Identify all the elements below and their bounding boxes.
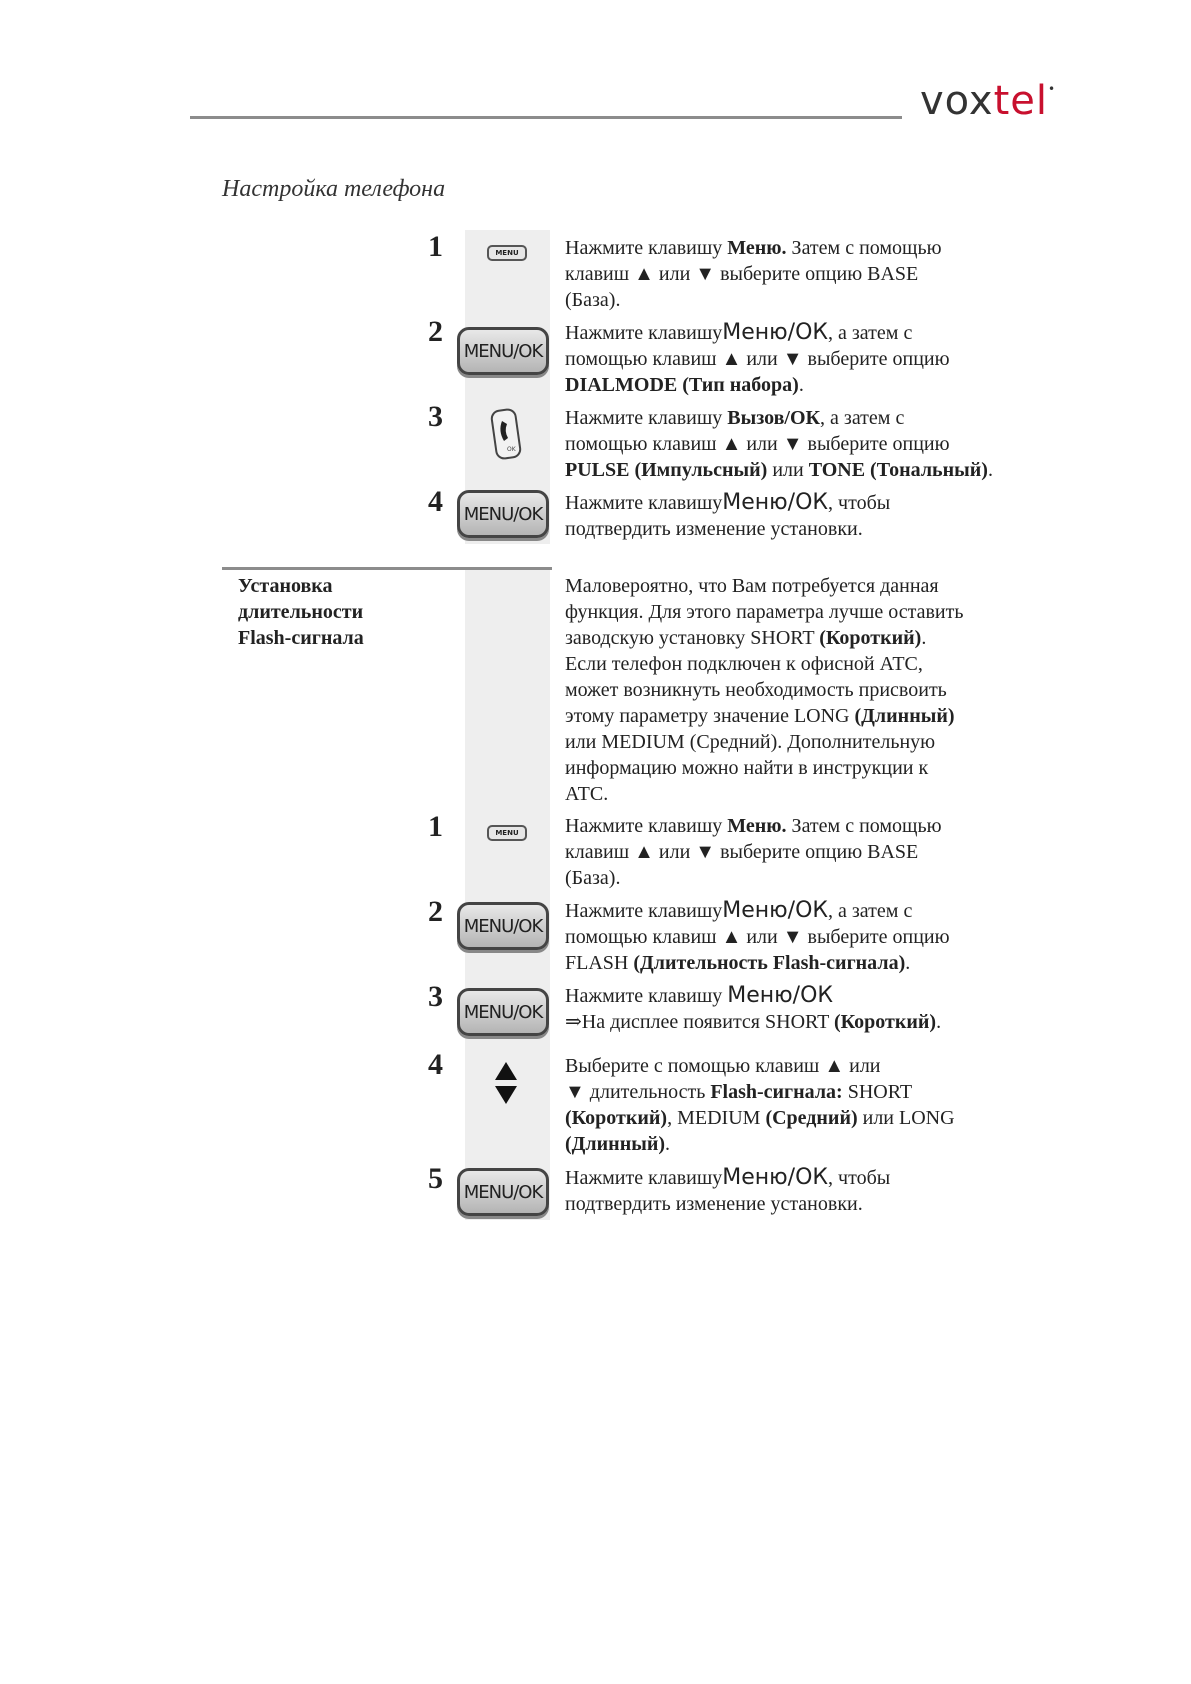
text-line	[565, 839, 1015, 865]
dialmode-step-text	[565, 405, 1015, 483]
text-run: клавиш ▲ или ▼ выберите опцию BASE	[565, 841, 919, 863]
text-run: функция. Для этого параметра лучше оставить	[565, 601, 964, 623]
text-line	[565, 405, 1015, 431]
text-run: Выберите с помощью клавиш ▲ или	[565, 1055, 881, 1077]
text-run: Меню/ОК	[722, 320, 829, 345]
text-line	[565, 320, 1015, 346]
flash-intro-paragraph	[565, 573, 1015, 807]
text-line	[565, 781, 1015, 807]
dialmode-step-number: 2	[428, 315, 443, 348]
menu-key-icon: MENU	[487, 245, 527, 261]
text-line	[565, 457, 1015, 483]
text-run: помощью клавиш ▲ или ▼ выберите опцию	[565, 926, 950, 948]
text-run: или MEDIUM (Средний). Дополнительную	[565, 731, 936, 753]
text-run: заводскую установку SHORT	[565, 627, 820, 649]
text-run: Затем с помощью	[786, 237, 942, 259]
text-run: (База).	[565, 867, 621, 889]
text-run: .	[798, 374, 804, 396]
text-run: FLASH	[565, 952, 634, 974]
text-run: .	[905, 952, 911, 974]
text-run: помощью клавиш ▲ или ▼ выберите опцию	[565, 348, 950, 370]
text-run: , а затем с	[820, 407, 905, 429]
dialmode-step-text	[565, 235, 1015, 313]
text-run: Маловероятно, что Вам потребуется данная	[565, 575, 939, 597]
text-run: этому параметру значение LONG	[565, 705, 855, 727]
text-run: подтвердить изменение установки.	[565, 518, 863, 540]
dialmode-step-number: 1	[428, 230, 443, 263]
dialmode-step-text	[565, 320, 1015, 398]
text-run: (Длинный)	[854, 705, 955, 727]
text-run: Нажмите клавишу	[565, 1167, 723, 1189]
text-line	[565, 755, 1015, 781]
text-line	[565, 898, 1015, 924]
text-run: TONE (Тональный)	[808, 459, 988, 481]
text-run: Затем с помощью	[786, 815, 942, 837]
text-run: (Средний)	[765, 1107, 858, 1129]
text-run: Вызов/ОК	[727, 407, 821, 429]
text-run: Нажмите клавишу	[565, 492, 723, 514]
text-run: DIALMODE (Тип набора)	[565, 374, 799, 396]
text-run: Нажмите клавишу	[565, 900, 723, 922]
menu-ok-key-icon: MENU/OK	[457, 1168, 549, 1216]
text-run: или	[767, 459, 809, 481]
text-line	[565, 490, 1015, 516]
text-line	[565, 983, 1015, 1009]
text-line	[565, 287, 1015, 313]
text-line	[565, 729, 1015, 755]
flash-step-number: 3	[428, 980, 443, 1013]
text-run: , чтобы	[828, 492, 891, 514]
text-run: .	[665, 1133, 671, 1155]
text-run: (Короткий)	[834, 1011, 937, 1033]
svg-text:OK: OK	[507, 446, 516, 453]
text-run: АТС.	[565, 783, 609, 805]
text-line	[565, 1009, 1015, 1035]
text-run: Нажмите клавишу	[565, 237, 728, 259]
flash-step-number: 2	[428, 895, 443, 928]
text-run: Нажмите клавишу	[565, 985, 728, 1007]
text-run: Меню.	[727, 815, 787, 837]
text-run: может возникнуть необходимость присвоить	[565, 679, 947, 701]
text-run: клавиш ▲ или ▼ выберите опцию BASE	[565, 263, 919, 285]
text-line	[565, 1053, 1015, 1079]
dialmode-step-text	[565, 490, 1015, 542]
text-run: Нажмите клавишу	[565, 322, 723, 344]
text-line	[565, 677, 1015, 703]
text-run: ⇒На дисплее появится SHORT	[565, 1011, 835, 1033]
text-line	[565, 703, 1015, 729]
flash-section-label: Установка длительности Flash-сигнала	[238, 575, 364, 649]
icon-column-shade	[465, 570, 550, 1220]
text-run: ▼ длительность	[565, 1081, 711, 1103]
text-run: (Длинный)	[565, 1133, 666, 1155]
text-line	[565, 346, 1015, 372]
text-line	[565, 573, 1015, 599]
text-run: Если телефон подключен к офисной АТС,	[565, 653, 923, 675]
flash-step-text	[565, 983, 1015, 1035]
text-run: Меню/ОК	[722, 898, 829, 923]
text-line	[565, 261, 1015, 287]
flash-step-text	[565, 1165, 1015, 1217]
flash-step-number: 4	[428, 1048, 443, 1081]
section-title: Настройка телефона	[222, 176, 446, 202]
text-run: , MEDIUM	[667, 1107, 766, 1129]
flash-step-text	[565, 1053, 1015, 1157]
text-run: или LONG	[857, 1107, 955, 1129]
dialmode-step-number: 3	[428, 400, 443, 433]
menu-key-icon: MENU	[487, 825, 527, 841]
text-run: информацию можно найти в инструкции к	[565, 757, 929, 779]
text-run: помощью клавиш ▲ или ▼ выберите опцию	[565, 433, 950, 455]
text-line	[565, 516, 1015, 542]
text-line	[565, 372, 1015, 398]
text-run: Меню/ОК	[727, 983, 834, 1008]
text-line	[565, 813, 1015, 839]
text-line	[565, 625, 1015, 651]
menu-ok-key-icon: MENU/OK	[457, 988, 549, 1036]
text-run: подтвердить изменение установки.	[565, 1193, 863, 1215]
text-run: Flash-сигнала:	[710, 1081, 843, 1103]
text-line	[565, 235, 1015, 261]
text-line	[565, 1191, 1015, 1217]
text-line	[565, 651, 1015, 677]
text-run: SHORT	[842, 1081, 913, 1103]
text-run: , а затем с	[828, 322, 913, 344]
flash-step-text	[565, 898, 1015, 976]
text-run: Нажмите клавишу	[565, 815, 728, 837]
call-key-icon	[488, 407, 528, 463]
text-line	[565, 1165, 1015, 1191]
text-run: , чтобы	[828, 1167, 891, 1189]
text-run: .	[921, 627, 927, 649]
text-line	[565, 950, 1015, 976]
text-run: (Короткий)	[565, 1107, 668, 1129]
text-run: (Длительность Flash-сигнала)	[633, 952, 906, 974]
text-run: (База).	[565, 289, 621, 311]
text-run: Нажмите клавишу	[565, 407, 728, 429]
text-run: Меню/ОК	[722, 1165, 829, 1190]
text-run: (Короткий)	[819, 627, 922, 649]
menu-ok-key-icon: MENU/OK	[457, 327, 549, 375]
text-run: Меню.	[727, 237, 787, 259]
text-run: , а затем с	[828, 900, 913, 922]
text-line	[565, 431, 1015, 457]
text-line	[565, 599, 1015, 625]
text-line	[565, 1105, 1015, 1131]
text-line	[565, 865, 1015, 891]
text-run: Меню/ОК	[722, 490, 829, 515]
text-line	[565, 924, 1015, 950]
text-line	[565, 1079, 1015, 1105]
text-run: PULSE (Импульсный)	[565, 459, 768, 481]
menu-ok-key-icon: MENU/OK	[457, 902, 549, 950]
voxtel-logo: voxtel•	[920, 78, 1057, 124]
text-line	[565, 1131, 1015, 1157]
header-rule	[190, 116, 902, 119]
menu-ok-key-icon: MENU/OK	[457, 490, 549, 538]
up-down-arrows-icon	[493, 1060, 519, 1106]
text-run: .	[936, 1011, 942, 1033]
flash-step-number: 1	[428, 810, 443, 843]
flash-step-text	[565, 813, 1015, 891]
dialmode-step-number: 4	[428, 485, 443, 518]
section-divider	[222, 567, 552, 570]
flash-step-number: 5	[428, 1162, 443, 1195]
text-run: .	[987, 459, 993, 481]
